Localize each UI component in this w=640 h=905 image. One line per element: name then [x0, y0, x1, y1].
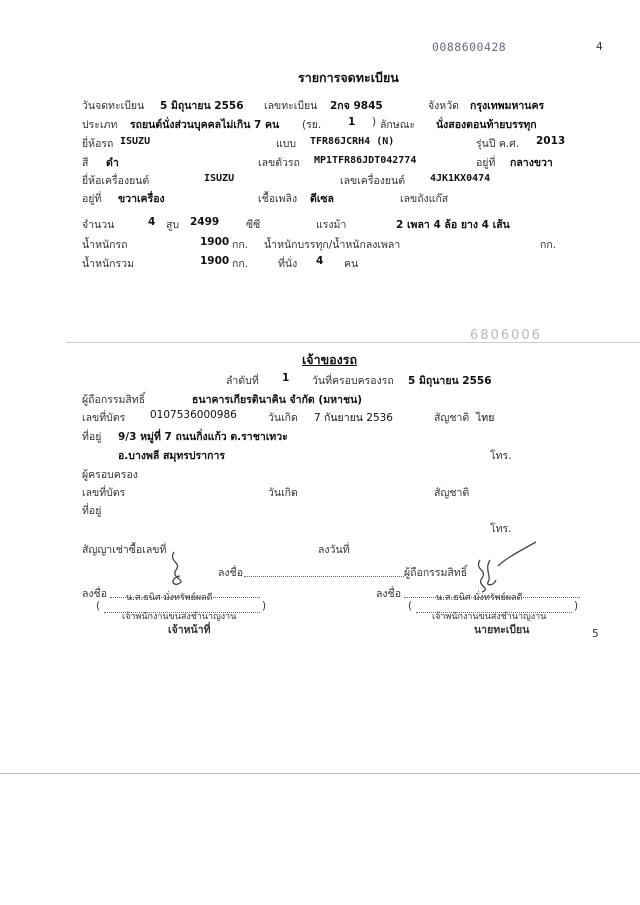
kg-unit-1: กก.: [232, 239, 249, 251]
brand: ISUZU: [120, 136, 151, 147]
handwritten-reference-number: 0088600428: [432, 40, 507, 54]
engine-location: ขวาเครื่อง: [118, 193, 165, 205]
fuel-label: เชื้อเพลิง: [258, 193, 298, 205]
seq-label: ลำดับที่: [226, 375, 259, 387]
possessor-tel-label: โทร.: [490, 523, 512, 535]
character-label: ลักษณะ: [380, 119, 416, 131]
registration-title: รายการจดทะเบียน: [298, 70, 399, 85]
possessor-address-label: ที่อยู่: [82, 505, 102, 517]
birth-label: วันเกิด: [268, 412, 298, 424]
seats-label: ที่นั่ง: [278, 258, 298, 270]
ror-label: (รย.: [302, 119, 322, 131]
address-line-2: อ.บางพลี สมุทรปราการ: [118, 450, 225, 462]
bottom-rule: [0, 773, 640, 774]
reg-no-label: เลขทะเบียน: [264, 100, 318, 112]
engine-brand-label: ยี่ห้อเครื่องยนต์: [82, 175, 150, 187]
kg-unit-2: กก.: [540, 239, 557, 251]
owner-name: ธนาคารเกียรตินาคิน จำกัด (มหาชน): [192, 394, 363, 406]
possess-date-label: วันที่ครอบครองรถ: [312, 375, 394, 387]
fuel-type: ดีเซล: [310, 193, 334, 205]
possessor-id-label: เลขที่บัตร: [82, 487, 126, 499]
province-label: จังหวัด: [428, 100, 459, 112]
officer-name-right: น.ส.ธนิศ มั่งทรัพย์ผลดี: [436, 593, 523, 603]
possessor-nationality-label: สัญชาติ: [434, 487, 470, 499]
ror-value: 1: [348, 116, 356, 128]
weight-label: น้ำหนักรถ: [82, 239, 128, 251]
kg-unit-3: กก.: [232, 258, 249, 270]
chassis-number: MP1TFR86JDT042774: [314, 155, 417, 166]
sign-label-right: ลงชื่อ: [376, 588, 401, 600]
lease-label: สัญญาเช่าซื้อเลขที่: [82, 544, 167, 556]
engine-no-label: เลขเครื่องยนต์: [340, 175, 406, 187]
engine-brand: ISUZU: [204, 173, 235, 184]
vehicle-character: นั่งสองตอนท้ายบรรทุก: [436, 119, 537, 131]
vehicle-type: รถยนต์นั่งส่วนบุคคลไม่เกิน 7 คน: [130, 119, 280, 131]
sign-line: [244, 576, 404, 577]
axles-wheels-tires: 2 เพลา 4 ล้อ ยาง 4 เส้น: [396, 219, 510, 231]
sign-label: ลงชื่อ: [218, 567, 243, 579]
reg-date-label: วันจดทะเบียน: [82, 100, 145, 112]
province: กรุงเทพมหานคร: [470, 100, 545, 112]
id-label: เลขที่บัตร: [82, 412, 126, 424]
type-label: ประเภท: [82, 119, 118, 131]
year-label: รุ่นปี ค.ศ.: [476, 138, 520, 150]
officer-role-right: นายทะเบียน: [474, 624, 530, 636]
paren-right-open: (: [408, 600, 413, 612]
sign-label-left: ลงชื่อ: [82, 588, 107, 600]
page-number-side: 5: [592, 628, 599, 640]
officer-role-left: เจ้าหน้าที่: [168, 624, 211, 636]
paren-left-close: ): [262, 600, 267, 612]
address-label: ที่อยู่: [82, 431, 102, 443]
cc-label: ซีซี: [246, 219, 261, 231]
chassis-location: กลางขวา: [510, 157, 553, 169]
vehicle-weight: 1900: [200, 236, 230, 248]
chassis-location-label: อยู่ที่: [476, 157, 496, 169]
gas-tank-label: เลขถังแก๊ส: [400, 193, 449, 205]
gross-weight: 1900: [200, 255, 230, 267]
section-divider: [66, 342, 640, 343]
cylinders-label: สูบ: [166, 219, 180, 231]
model-label: แบบ: [276, 138, 297, 150]
color-label: สี: [82, 157, 89, 169]
officer-signature-left: [160, 548, 200, 588]
nationality-label: สัญชาติ: [434, 412, 470, 424]
load-weight-label: น้ำหนักบรรทุก/น้ำหนักลงเพลา: [264, 239, 401, 251]
paren-right-close: ): [574, 600, 579, 612]
officer-position-right: เจ้าพนักงานขนส่งชำนาญงาน: [432, 612, 547, 622]
address-line-1: 9/3 หมู่ที่ 7 ถนนกิ่งแก้ว ต.ราชาเทวะ: [118, 431, 288, 443]
gross-weight-label: น้ำหนักรวม: [82, 258, 134, 270]
reg-no: 2กจ 9845: [330, 100, 383, 112]
possessor-birth-label: วันเกิด: [268, 487, 298, 499]
seats: 4: [316, 255, 324, 267]
officer-position-left: เจ้าพนักงานขนส่งชำนาญงาน: [122, 612, 237, 622]
seats-unit: คน: [344, 258, 359, 270]
engine-location-label: อยู่ที่: [82, 193, 102, 205]
birth-date: 7 กันยายน 2536: [314, 412, 393, 424]
page-number-top: 4: [596, 41, 603, 53]
horsepower-label: แรงม้า: [316, 219, 347, 231]
id-number: 0107536000986: [150, 409, 237, 421]
possess-date: 5 มิถุนายน 2556: [408, 375, 492, 387]
owner-label: ผู้ถือกรรมสิทธิ์: [82, 394, 146, 406]
owner-title: เจ้าของรถ: [302, 352, 358, 367]
owner-sign-label: ผู้ถือกรรมสิทธิ์: [404, 567, 468, 579]
model: TFR86JCRH4 (N): [310, 136, 395, 147]
officer-name-left: น.ส.ธนิศ มั่งทรัพย์ผลดี: [126, 593, 213, 603]
seq-number: 1: [282, 372, 290, 384]
engine-number: 4JK1KX0474: [430, 173, 491, 184]
nationality: ไทย: [476, 412, 495, 424]
faded-numbers: 6806006: [470, 328, 542, 343]
qty-label: จำนวน: [82, 219, 115, 231]
brand-label: ยี่ห้อรถ: [82, 138, 114, 150]
engine-cc: 2499: [190, 216, 220, 228]
reg-date: 5 มิถุนายน 2556: [160, 100, 244, 112]
cylinders: 4: [148, 216, 156, 228]
model-year: 2013: [536, 135, 566, 147]
tel-label: โทร.: [490, 450, 512, 462]
chassis-label: เลขตัวรถ: [258, 157, 300, 169]
possessor-label: ผู้ครอบครอง: [82, 469, 138, 481]
vehicle-color: ดำ: [106, 157, 119, 169]
paren-left-open: (: [96, 600, 101, 612]
ror-close: ): [372, 116, 377, 128]
lease-date-label: ลงวันที่: [318, 544, 350, 556]
